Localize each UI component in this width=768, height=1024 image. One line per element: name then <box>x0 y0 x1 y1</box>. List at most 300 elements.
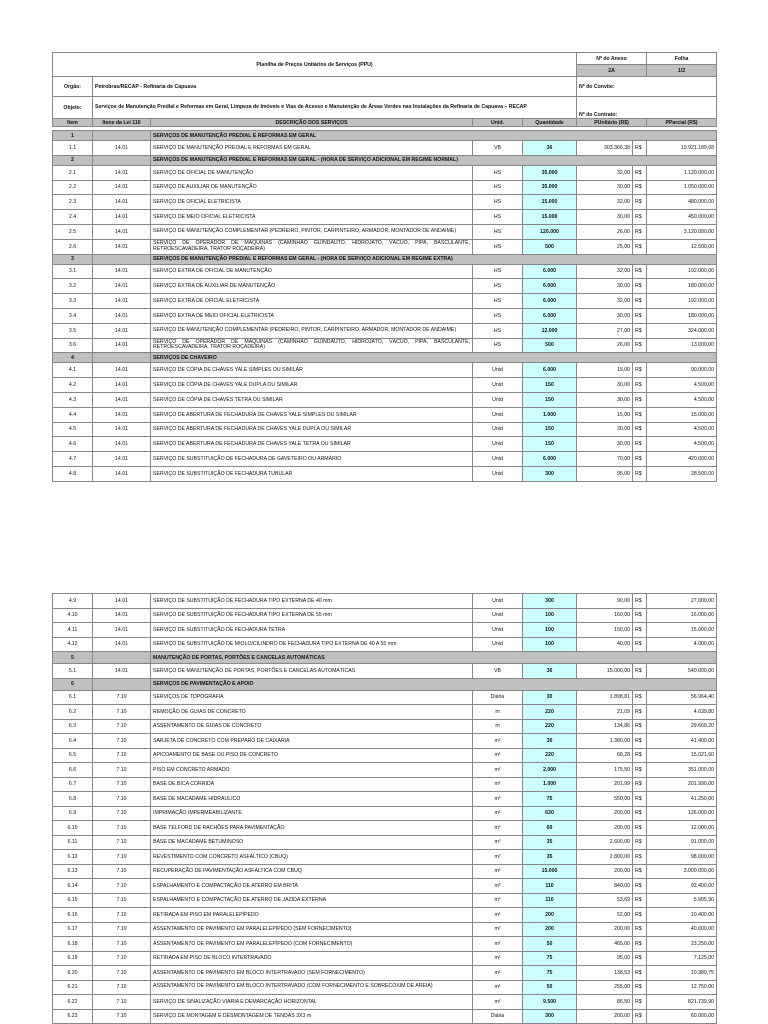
currency-symbol: R$ <box>633 294 647 309</box>
item-number: 3.2 <box>53 279 93 294</box>
lei-code: 14.01 <box>93 623 151 638</box>
quantity: 15.000 <box>523 195 577 210</box>
lei-code: 7.10 <box>93 835 151 850</box>
unit-price: 70,00 <box>577 452 633 467</box>
section-title: SERVIÇOS DE CHAVEIRO <box>151 353 717 363</box>
currency-symbol: R$ <box>633 690 647 705</box>
currency-symbol: R$ <box>633 705 647 720</box>
table-row <box>53 719 717 734</box>
currency-symbol: R$ <box>633 239 647 254</box>
currency-symbol: R$ <box>633 323 647 338</box>
section-title: SERVIÇOS DE MANUTENÇÃO PREDIAL E REFORMAS EM GERAL <box>151 131 717 141</box>
lei-code: 7.10 <box>93 893 151 908</box>
currency-symbol: R$ <box>633 407 647 422</box>
lei-code: 14.01 <box>93 608 151 623</box>
service-description: BASE DE BICA CORRIDA <box>151 777 473 792</box>
item-number: 6.7 <box>53 777 93 792</box>
quantity: 200 <box>523 922 577 937</box>
service-description: SERVIÇO DE OFICIAL DE MANUTENÇÃO <box>151 165 473 180</box>
quantity: 2.000 <box>523 763 577 778</box>
section-row <box>53 155 717 165</box>
item-number: 6.5 <box>53 748 93 763</box>
partial-price: 12.500,00 <box>647 239 717 254</box>
unit-price: 160,00 <box>577 608 633 623</box>
quantity: 6.000 <box>523 279 577 294</box>
anexo-label: Nº do Anexo <box>577 53 647 65</box>
item-number: 4.7 <box>53 452 93 467</box>
lei-code: 14.01 <box>93 437 151 452</box>
item-number: 6.3 <box>53 719 93 734</box>
table-row <box>53 792 717 807</box>
service-description: RETIRADA EM PISO EM PARALELEPÍPEDO <box>151 908 473 923</box>
quantity: 100 <box>523 608 577 623</box>
item-number: 4.12 <box>53 637 93 652</box>
table-row <box>53 850 717 865</box>
col-lei: Itens da Lei 116 <box>93 119 151 127</box>
section-number: 4 <box>53 353 93 363</box>
partial-price: 15.000,00 <box>647 407 717 422</box>
unit: m² <box>473 922 523 937</box>
table-row <box>53 195 717 210</box>
quantity: 220 <box>523 748 577 763</box>
unit: HS <box>473 180 523 195</box>
unit: HS <box>473 323 523 338</box>
currency-symbol: R$ <box>633 995 647 1010</box>
unit: HS <box>473 210 523 225</box>
quantity: 75 <box>523 966 577 981</box>
unit-price: 2.800,00 <box>577 850 633 865</box>
currency-symbol: R$ <box>633 452 647 467</box>
currency-symbol: R$ <box>633 279 647 294</box>
partial-price: 4.500,00 <box>647 422 717 437</box>
partial-price: 15.000,00 <box>647 623 717 638</box>
service-description: ASSENTAMENTO DE PAVIMENTO EM BLOCO INTERTRAVADO (COM FORNECIMENTO E SOBRECOXIM DE AREIA) <box>151 980 473 995</box>
item-number: 3.1 <box>53 264 93 279</box>
quantity: 36 <box>523 664 577 679</box>
unit-price: 25,00 <box>577 239 633 254</box>
table-row <box>53 835 717 850</box>
table-row <box>53 264 717 279</box>
partial-price: 12.750,00 <box>647 980 717 995</box>
item-number: 6.15 <box>53 893 93 908</box>
section-spacer <box>93 155 151 165</box>
table-row <box>53 980 717 995</box>
lei-code: 14.01 <box>93 165 151 180</box>
table-row <box>53 378 717 393</box>
lei-code: 7.10 <box>93 806 151 821</box>
item-number: 4.2 <box>53 378 93 393</box>
col-qtd: Quantidade <box>523 119 577 127</box>
quantity: 75 <box>523 792 577 807</box>
partial-price: 40.000,00 <box>647 922 717 937</box>
unit-price: 40,00 <box>577 637 633 652</box>
currency-symbol: R$ <box>633 623 647 638</box>
unit: Unid <box>473 623 523 638</box>
unit: Unid <box>473 466 523 481</box>
unit: m² <box>473 951 523 966</box>
partial-price: 41.250,00 <box>647 792 717 807</box>
currency-symbol: R$ <box>633 864 647 879</box>
service-description: SERVIÇO DE ABERTURA DE FECHADURA DE CHAVES YALE DUPLA OU SIMILAR <box>151 422 473 437</box>
unit-price: 1.380,00 <box>577 734 633 749</box>
quantity: 120.000 <box>523 224 577 239</box>
unit: HS <box>473 308 523 323</box>
table-row <box>53 908 717 923</box>
currency-symbol: R$ <box>633 392 647 407</box>
quantity: 35.000 <box>523 180 577 195</box>
section-number: 2 <box>53 155 93 165</box>
unit-price: 26,00 <box>577 224 633 239</box>
service-description: SERVIÇO DE SUBSTITUIÇÃO DE FECHADURA TETRA <box>151 623 473 638</box>
partial-price: 7.125,00 <box>647 951 717 966</box>
item-number: 2.1 <box>53 165 93 180</box>
service-description: SERVIÇO DE ABERTURA DE FECHADURA DE CHAVES YALE TETRA OU SIMILAR <box>151 437 473 452</box>
table-row <box>53 966 717 981</box>
section-number: 1 <box>53 131 93 141</box>
table-row <box>53 879 717 894</box>
unit: HS <box>473 338 523 353</box>
sheet-title: Planilha de Preços Unitários de Serviços (PPU) <box>53 53 577 77</box>
currency-symbol: R$ <box>633 466 647 481</box>
col-unid: Unid. <box>473 119 523 127</box>
lei-code: 7.10 <box>93 792 151 807</box>
partial-price: 192.000,00 <box>647 264 717 279</box>
service-description: SERVIÇO DE AUXILIAR DE MANUTENÇÃO <box>151 180 473 195</box>
col-pparc: PParcial (R$) <box>647 119 717 127</box>
section-row <box>53 131 717 141</box>
quantity: 50 <box>523 937 577 952</box>
lei-code: 7.10 <box>93 951 151 966</box>
item-number: 6.21 <box>53 980 93 995</box>
partial-price: 91.000,00 <box>647 835 717 850</box>
table-row <box>53 893 717 908</box>
lei-code: 14.01 <box>93 378 151 393</box>
partial-price: 16.000,00 <box>647 608 717 623</box>
table-row <box>53 608 717 623</box>
currency-symbol: R$ <box>633 1009 647 1024</box>
currency-symbol: R$ <box>633 308 647 323</box>
service-description: SERVIÇO DE MANUTENÇÃO PREDIAL E REFORMAS EM GERAL <box>151 141 473 156</box>
table-row <box>53 623 717 638</box>
table-row <box>53 864 717 879</box>
unit: HS <box>473 224 523 239</box>
item-number: 6.8 <box>53 792 93 807</box>
table-row <box>53 392 717 407</box>
service-description: BASE DE MACADAME HIDRÁULICO <box>151 792 473 807</box>
unit-price: 150,00 <box>577 623 633 638</box>
unit: Unid <box>473 363 523 378</box>
service-description: ESPALHAMENTO E COMPACTAÇÃO DE ATERRO DE JAZIDA EXTERNA <box>151 893 473 908</box>
currency-symbol: R$ <box>633 637 647 652</box>
table-row <box>53 308 717 323</box>
page1-items-table <box>52 130 717 482</box>
table-row <box>53 466 717 481</box>
unit: HS <box>473 195 523 210</box>
item-number: 1.1 <box>53 141 93 156</box>
quantity: 220 <box>523 719 577 734</box>
partial-price: 201.990,00 <box>647 777 717 792</box>
quantity: 6.000 <box>523 308 577 323</box>
currency-symbol: R$ <box>633 879 647 894</box>
quantity: 220 <box>523 705 577 720</box>
service-description: SARJETA DE CONCRETO COM PREPARO DE CAIXARIA <box>151 734 473 749</box>
quantity: 150 <box>523 437 577 452</box>
quantity: 150 <box>523 378 577 393</box>
unit-price: 95,00 <box>577 466 633 481</box>
unit: Unid <box>473 594 523 609</box>
service-description: SERVIÇO DE CÓPIA DE CHAVES YALE DUPLA OU SIMILAR <box>151 378 473 393</box>
quantity: 30 <box>523 734 577 749</box>
currency-symbol: R$ <box>633 594 647 609</box>
service-description: SERVIÇO DE MANUTENÇÃO COMPLEMENTAR (PEDREIRO, PINTOR, CARPINTEIRO, ARMADOR, MONTADOR DE ANDAIME) <box>151 323 473 338</box>
item-number: 4.6 <box>53 437 93 452</box>
unit-price: 840,00 <box>577 879 633 894</box>
service-description: SERVIÇO DE CÓPIA DE CHAVES YALE SIMPLES OU SIMILAR <box>151 363 473 378</box>
lei-code: 7.10 <box>93 995 151 1010</box>
quantity: 6.000 <box>523 294 577 309</box>
item-number: 6.16 <box>53 908 93 923</box>
currency-symbol: R$ <box>633 141 647 156</box>
table-row <box>53 995 717 1010</box>
item-number: 5.1 <box>53 664 93 679</box>
table-row <box>53 777 717 792</box>
section-spacer <box>93 678 151 690</box>
item-number: 6.18 <box>53 937 93 952</box>
unit-price: 90,00 <box>577 594 633 609</box>
table-row <box>53 294 717 309</box>
quantity: 110 <box>523 893 577 908</box>
lei-code: 7.10 <box>93 850 151 865</box>
lei-code: 7.10 <box>93 690 151 705</box>
unit: Unid <box>473 422 523 437</box>
service-description: SERVIÇO DE SUBSTITUIÇÃO DE FECHADURA TIPO EXTERNA DE 40 mm <box>151 594 473 609</box>
table-row <box>53 239 717 254</box>
unit-price: 175,50 <box>577 763 633 778</box>
service-description: SERVIÇO EXTRA DE MEIO OFICIAL ELETRICISTA <box>151 308 473 323</box>
currency-symbol: R$ <box>633 821 647 836</box>
service-description: RECUPERAÇÃO DE PAVIMENTAÇÃO ASFÁLTICA COM CBUQ <box>151 864 473 879</box>
table-row <box>53 594 717 609</box>
quantity: 60 <box>523 821 577 836</box>
table-row <box>53 323 717 338</box>
partial-price: 192.000,00 <box>647 294 717 309</box>
section-row <box>53 353 717 363</box>
quantity: 50 <box>523 980 577 995</box>
lei-code: 7.10 <box>93 719 151 734</box>
partial-price: 450.000,00 <box>647 210 717 225</box>
currency-symbol: R$ <box>633 165 647 180</box>
unit-price: 30,00 <box>577 437 633 452</box>
lei-code: 7.10 <box>93 734 151 749</box>
quantity: 35 <box>523 835 577 850</box>
partial-price: 3.120.000,00 <box>647 224 717 239</box>
service-description: SERVIÇO DE SUBSTITUIÇÃO DE FECHADURA TUBULAR <box>151 466 473 481</box>
table-row <box>53 279 717 294</box>
unit: Unid <box>473 392 523 407</box>
item-number: 6.17 <box>53 922 93 937</box>
table-row <box>53 821 717 836</box>
partial-price: 5.905,90 <box>647 893 717 908</box>
item-number: 6.22 <box>53 995 93 1010</box>
service-description: BASE TELFORD DE RACHÕES PARA PAVIMENTAÇÃO <box>151 821 473 836</box>
lei-code: 14.01 <box>93 664 151 679</box>
unit: VB <box>473 141 523 156</box>
currency-symbol: R$ <box>633 922 647 937</box>
currency-symbol: R$ <box>633 966 647 981</box>
service-description: APICOAMENTO DE BASE OU PISO DE CONCRETO <box>151 748 473 763</box>
partial-price: 12.000,00 <box>647 821 717 836</box>
partial-price: 10.389,75 <box>647 966 717 981</box>
lei-code: 14.01 <box>93 407 151 422</box>
quantity: 35 <box>523 850 577 865</box>
currency-symbol: R$ <box>633 777 647 792</box>
service-description: SERVIÇO DE OFICIAL ELETRICISTA <box>151 195 473 210</box>
quantity: 1.000 <box>523 407 577 422</box>
item-number: 3.3 <box>53 294 93 309</box>
table-row <box>53 1009 717 1024</box>
folha-label: Folha <box>647 53 717 65</box>
section-title: SERVIÇOS DE MANUTENÇÃO PREDIAL E REFORMAS EM GERAL - (HORA DE SERVIÇO ADICIONAL EM REGIME EXTRA) <box>151 254 717 264</box>
table-row <box>53 165 717 180</box>
unit: m <box>473 719 523 734</box>
table-row <box>53 422 717 437</box>
table-row <box>53 690 717 705</box>
unit: m² <box>473 980 523 995</box>
service-description: SERVIÇO EXTRA DE OFICIAL DE MANUTENÇÃO <box>151 264 473 279</box>
item-number: 4.10 <box>53 608 93 623</box>
currency-symbol: R$ <box>633 664 647 679</box>
service-description: ASSENTAMENTO DE GUIAS DE CONCRETO <box>151 719 473 734</box>
unit-price: 32,00 <box>577 165 633 180</box>
quantity: 15.000 <box>523 210 577 225</box>
unit-price: 27,00 <box>577 323 633 338</box>
currency-symbol: R$ <box>633 792 647 807</box>
item-number: 6.6 <box>53 763 93 778</box>
lei-code: 7.10 <box>93 908 151 923</box>
orgao-label: Orgão: <box>53 77 93 97</box>
item-number: 2.3 <box>53 195 93 210</box>
unit: m² <box>473 864 523 879</box>
currency-symbol: R$ <box>633 338 647 353</box>
item-number: 6.2 <box>53 705 93 720</box>
item-number: 6.1 <box>53 690 93 705</box>
item-number: 2.5 <box>53 224 93 239</box>
partial-price: 92.400,00 <box>647 879 717 894</box>
item-number: 3.5 <box>53 323 93 338</box>
quantity: 500 <box>523 338 577 353</box>
unit-price: 134,86 <box>577 719 633 734</box>
service-description: SERVIÇO EXTRA DE AUXILIAR DE MANUTENÇÃO <box>151 279 473 294</box>
table-row <box>53 407 717 422</box>
item-number: 6.13 <box>53 864 93 879</box>
section-spacer <box>93 254 151 264</box>
section-spacer <box>93 131 151 141</box>
quantity: 6.000 <box>523 363 577 378</box>
unit-price: 200,00 <box>577 922 633 937</box>
lei-code: 14.01 <box>93 308 151 323</box>
currency-symbol: R$ <box>633 937 647 952</box>
service-description: SERVIÇO DE MANUTENÇÃO COMPLEMENTAR (PEDREIRO, PINTOR, CARPINTEIRO, ARMADOR, MONTADOR DE ANDAIME) <box>151 224 473 239</box>
item-number: 6.19 <box>53 951 93 966</box>
partial-price: 180.000,00 <box>647 308 717 323</box>
partial-price: 98.000,00 <box>647 850 717 865</box>
lei-code: 7.10 <box>93 777 151 792</box>
table-row <box>53 141 717 156</box>
currency-symbol: R$ <box>633 180 647 195</box>
unit: m³ <box>473 850 523 865</box>
table-row <box>53 705 717 720</box>
unit: HS <box>473 165 523 180</box>
unit-price: 1.898,81 <box>577 690 633 705</box>
unit-price: 550,00 <box>577 792 633 807</box>
table-row <box>53 180 717 195</box>
partial-price: 351.000,00 <box>647 763 717 778</box>
quantity: 75 <box>523 951 577 966</box>
table-row <box>53 224 717 239</box>
table-row <box>53 363 717 378</box>
section-row <box>53 678 717 690</box>
lei-code: 14.01 <box>93 195 151 210</box>
lei-code: 14.01 <box>93 452 151 467</box>
currency-symbol: R$ <box>633 734 647 749</box>
quantity: 110 <box>523 879 577 894</box>
page2-items-table <box>52 593 717 1024</box>
item-number: 6.20 <box>53 966 93 981</box>
partial-price: 23.250,00 <box>647 937 717 952</box>
table-row <box>53 452 717 467</box>
lei-code: 7.10 <box>93 821 151 836</box>
item-number: 4.4 <box>53 407 93 422</box>
section-title: SERVIÇOS DE MANUTENÇÃO PREDIAL E REFORMAS EM GERAL - (HORA DE SERVIÇO ADICIONAL EM REGIME NORMAL) <box>151 155 717 165</box>
partial-price: 480.000,00 <box>647 195 717 210</box>
partial-price: 4.500,00 <box>647 437 717 452</box>
folha-value: 1/2 <box>647 65 717 77</box>
item-number: 6.9 <box>53 806 93 821</box>
currency-symbol: R$ <box>633 980 647 995</box>
anexo-value: 2A <box>577 65 647 77</box>
lei-code: 14.01 <box>93 392 151 407</box>
lei-code: 7.10 <box>93 980 151 995</box>
lei-code: 7.10 <box>93 922 151 937</box>
unit-price: 32,00 <box>577 195 633 210</box>
lei-code: 14.01 <box>93 279 151 294</box>
item-number: 2.4 <box>53 210 93 225</box>
lei-code: 14.01 <box>93 594 151 609</box>
service-description: BASE DE MACADAME BETUMINOSO <box>151 835 473 850</box>
unit-price: 30,00 <box>577 422 633 437</box>
unit-price: 86,50 <box>577 995 633 1010</box>
quantity: 500 <box>523 239 577 254</box>
service-description: ESPALHAMENTO E COMPACTAÇÃO DE ATERRO EM BRITA <box>151 879 473 894</box>
unit-price: 303.366,38 <box>577 141 633 156</box>
col-desc: DESCRIÇÃO DOS SERVIÇOS <box>151 119 473 127</box>
service-description: PISO EM CONCRETO ARMADO <box>151 763 473 778</box>
partial-price: 10.400,00 <box>647 908 717 923</box>
unit-price: 15,00 <box>577 363 633 378</box>
quantity: 30 <box>523 690 577 705</box>
unit: m³ <box>473 734 523 749</box>
service-description: SERVIÇO DE OPERADOR DE MÁQUINAS (CAMINHÃO GUINDAUTO, HIDROJATO, VÁCUO, PIPA, BASCULANTE, RETROESCAVADEIRA, TRATOR ROÇADEIRA) <box>151 338 473 353</box>
partial-price: 540.000,00 <box>647 664 717 679</box>
lei-code: 14.01 <box>93 141 151 156</box>
table-row <box>53 637 717 652</box>
unit-price: 68,28 <box>577 748 633 763</box>
currency-symbol: R$ <box>633 608 647 623</box>
unit-price: 30,00 <box>577 210 633 225</box>
unit: m² <box>473 908 523 923</box>
partial-price: 420.000,00 <box>647 452 717 467</box>
item-number: 6.4 <box>53 734 93 749</box>
